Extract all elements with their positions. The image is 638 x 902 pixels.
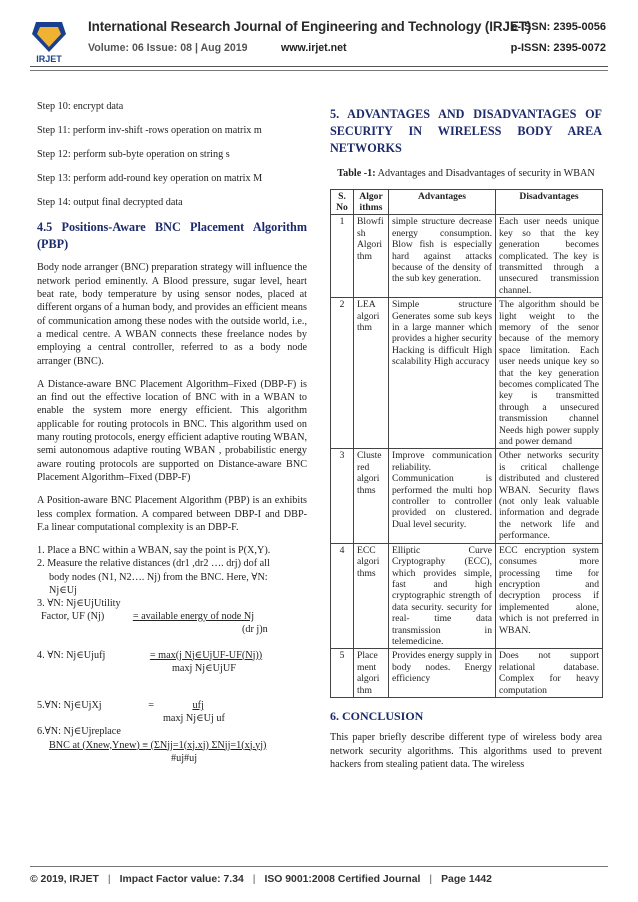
table-row [331,543,603,649]
algorithm-cell: Cluste red algori thms [354,449,389,543]
header-divider [30,66,608,67]
section-title-4-5: 4.5 Positions-Aware BNC Placement Algorithm (PBP) [37,220,307,252]
step-line: Step 12: perform sub-byte operation on string s [37,148,230,160]
disadvantages-cell: The algorithm should be light weight to the memory of the senor because of the memory space limitation. Each user needs unique key so that the key generation becomes complicated The key is transmitted through a unsecured transmission channel Needs high power supply and power demand [496,298,603,449]
advantages-cell: Improve communication reliability. Communication is performed the multi hop controller to controller provided on clustered. Dual level security. [389,449,496,543]
paragraph: Body node arranger (BNC) preparation strategy will influence the network period eminently. A Blood pressure, sugar level, heart beat rate, body temperature by using sensor nodes, placed at different organs of a human body, and provides an efficient means of communication among these nodes with the outside world, i.e., a medical centre. A WBAN connects these freelance nodes by employing a central controller, referred to as a body node arranger (BNC). [37,262,307,367]
e-issn: e-ISSN: 2395-0056 [511,21,606,33]
algorithm-cell: Blowfi sh Algori thm [354,215,389,298]
advantages-cell: Simple structure Generates some sub keys in a large manner which provides a higher security Hacking is difficult High scalability High accuracy [389,298,496,449]
table-header-row [331,189,603,215]
footer-page-number: Page 1442 [441,874,492,885]
footer-iso: ISO 9001:2008 Certified Journal [264,874,421,885]
paragraph: This paper briefly describe different type of wireless body area network security algorithms. This algorithms used to prevent hackers from stealing patient data. The wireless [330,732,602,770]
step-list [37,100,307,209]
journal-website[interactable]: www.irjet.net [281,42,347,54]
formula-denominator: maxj Nj∈Uj uf [163,713,225,725]
formula-lhs: 5.∀N: Nj∈UjXj [37,699,102,711]
page-footer: © 2019, IRJET | Impact Factor value: 7.34 | ISO 9001:2008 Certified Journal | Page 1442 [30,874,492,885]
section-title-6: 6. CONCLUSION [330,708,424,723]
row-number-cell: 1 [331,215,354,298]
footer-divider [30,866,608,867]
algorithm-line [37,610,307,623]
algorithm-block [37,544,307,765]
step-line: Step 10: encrypt data [37,101,124,112]
algorithm-line: Nj∈Uj [49,584,77,596]
advantages-cell: Provides energy supply in body nodes. Energy efficiency [389,649,496,698]
formula-numerator: = available energy of node Nj [132,611,255,623]
step-line: Step 14: output final decrypted data [37,196,183,208]
algorithm-line: BNC at (Xnew,Ynew) ≡ (ΣNjj=1(xj.xj) ΣNjj=1(xj.yj) [49,739,267,751]
table-caption-label: Table -1: [337,168,376,179]
table-row [331,649,603,698]
column-header: Disadvantages [496,189,603,215]
paragraph: A Position-aware BNC Placement Algorithm (PBP) is an exhibits less complex formation. A compared between DBP-I and DBP-F.a linear computational complexity is an DBP-F. [37,495,307,533]
volume-issue: Volume: 06 Issue: 08 | Aug 2019 [88,42,248,54]
algorithm-line: 2. Measure the relative distances (dr1 ,dr2 …. drj) dof all [37,558,270,570]
table-body [331,215,603,698]
formula-lhs: Factor, UF (Nj) [41,611,105,623]
column-header: Advantages [389,189,496,215]
disadvantages-cell: Other networks security is critical challenge distributed and clustered WBAN. Security flaws (not only leak valuable information and degrade the network life and performance. [496,449,603,543]
paragraph: A Distance-aware BNC Placement Algorithm–Fixed (DBP-F) is an find out the effective location of BNC with in a WBAN to enable the system more energy efficient. This algorithm applicable for routing protocols in BNC. This algorithm used on many routing protocols, energy efficient adaptive routing WBAN, semi autonomous adaptive routing WBAN , probabilistic energy aware routing protocols are supported on Distance-aware BNC Placement Algorithm–Fixed (DBP-F) [37,378,307,483]
algorithm-cell: ECC algori thms [354,543,389,649]
footer-copyright: © 2019, IRJET [30,874,99,885]
table-caption [330,167,602,181]
algorithm-line [37,649,307,662]
row-number-cell: 2 [331,298,354,449]
row-number-cell: 5 [331,649,354,698]
disadvantages-cell: Does not support relational database. Complex for heavy computation [496,649,603,698]
row-number-cell: 3 [331,449,354,543]
column-header: Algor ithms [354,189,389,215]
table-caption-text: Advantages and Disadvantages of security in WBAN [375,168,595,179]
disadvantages-cell: ECC encryption system consumes more processing time for encryption and decryption process if implemented alone, which is not preferred in WBAN. [496,543,603,649]
formula-numerator: = max(j Nj∈UjUF-UF(Nj)) [149,649,263,661]
journal-title: International Research Journal of Engineering and Technology (IRJET) [88,19,532,34]
formula-denominator: #uj#uj [171,752,198,764]
left-column [37,100,307,765]
algorithm-line: 6.∀N: Nj∈Ujreplace [37,726,121,738]
algorithm-cell: LEA algori thm [354,298,389,449]
disadvantages-cell: Each user needs unique key so that the key generation becomes complicated. The key is transmitted through a unsecured transmission channel. [496,215,603,298]
table-row [331,298,603,449]
algorithm-line: body nodes (N1, N2…. Nj) from the BNC. Here, ∀N: [49,571,268,583]
header-divider-thin [30,70,608,71]
formula-denominator: maxj Nj∈UjUF [172,662,236,674]
formula-denominator: (dr j)n [242,624,268,636]
formula-lhs: 4. ∀N: Nj∈Ujufj [37,649,106,661]
journal-header [0,0,638,80]
algorithm-line: 1. Place a BNC within a WBAN, say the point is P(X,Y). [37,545,271,557]
right-column [330,100,602,781]
column-header: S. No [331,189,354,215]
row-number-cell: 4 [331,543,354,649]
formula-numerator: ufj [192,699,204,711]
irjet-logo [30,18,68,64]
table-row [331,449,603,543]
advantages-cell: simple structure decrease energy consumption. Blow fish is especially hard against attacks because of the density of the sub key generation. [389,215,496,298]
section-title-5: 5. ADVANTAGES AND DISADVANTAGES OF SECURITY IN WIRELESS BODY AREA NETWORKS [330,107,602,155]
logo-text: IRJET [36,54,62,64]
footer-impact-factor: Impact Factor value: 7.34 [119,874,244,885]
p-issn: p-ISSN: 2395-0072 [510,42,606,54]
algorithm-cell: Place ment algori thm [354,649,389,698]
table-row [331,215,603,298]
advantages-table [330,189,603,698]
step-line: Step 13: perform add-round key operation on matrix M [37,172,263,184]
formula-equals: = [148,699,154,711]
algorithm-line [37,699,307,712]
algorithm-line: 3. ∀N: Nj∈UjUtility [37,597,121,609]
advantages-cell: Elliptic Curve Cryptography (ECC), which provides simple, fast and high cryptographic strength of data security. security for real- time data transmission in telemedicine. [389,543,496,649]
step-line: Step 11: perform inv-shift -rows operation on matrix m [37,124,262,136]
